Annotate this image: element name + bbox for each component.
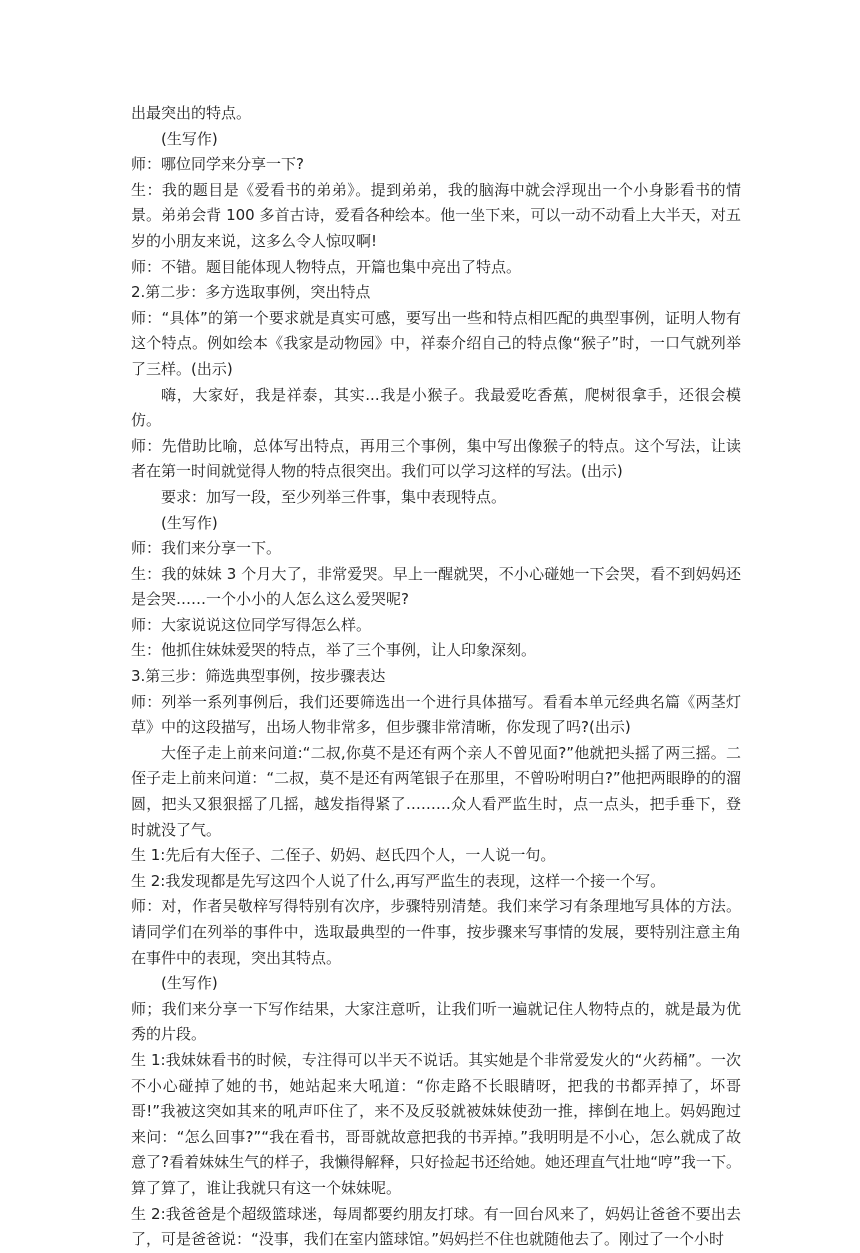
- paragraph: (生写作): [161, 129, 218, 148]
- paragraph: 师：对，作者吴敬梓写得特别有次序，步骤特别清楚。我们来学习有条理地写具体的方法。请同学们在列举的事件中，选取最典型的一件事，按步骤来写事情的发展，要特别注意主角在事件中的表现，突出其特点。: [131, 897, 741, 967]
- paragraph: 生 2:我发现都是先写这四个人说了什么,再写严监生的表现，这样一个接一个写。: [131, 871, 666, 890]
- paragraph: 生：我的妹妹 3 个月大了，非常爱哭。早上一醒就哭，不小心碰她一下会哭，看不到妈妈还是会哭……一个小小的人怎么这么爱哭呢?: [131, 564, 741, 609]
- paragraph: 要求：加写一段，至少列举三件事，集中表现特点。: [161, 487, 507, 506]
- paragraph: 师：不错。题目能体现人物特点，开篇也集中亮出了特点。: [131, 257, 522, 276]
- section-heading: 2.第二步：多方选取事例，突出特点: [131, 283, 371, 302]
- quoted-excerpt: 大侄子走上前来问道:“二叔,你莫不是还有两个亲人不曾见面?”他就把头摇了两三摇。二侄子走上前来问道：“二叔，莫不是还有两笔银子在那里，不曾吩咐明白?”他把两眼睁的的溜圆，把头又狠狠摇了几摇，越发指得紧了………众人看严监生时，点一点头，把手垂下，登时就没了气。: [131, 743, 741, 839]
- paragraph: 师：我们来分享一下。: [131, 539, 282, 558]
- paragraph: 生 1:先后有大侄子、二侄子、奶妈、赵氏四个人，一人说一句。: [131, 846, 556, 865]
- paragraph: 生 1:我妹妹看书的时候，专注得可以半天不说话。其实她是个非常爱发火的“火药桶”。一次不小心碰掉了她的书，她站起来大吼道：“你走路不长眼睛呀，把我的书都弄掉了，坏哥哥!”我被这突如其来的吼声吓住了，来不及反驳就被妹妹使劲一推，摔倒在地上。妈妈跑过来问：“怎么回事?”“我在看书，哥哥就故意把我的书弄掉。”我明明是不小心，怎么就成了故意了?看着妹妹生气的样子，我懒得解释，只好捡起书还给她。她还理直气壮地“哼”我一下。算了算了，谁让我就只有这一个妹妹呢。: [131, 1050, 741, 1197]
- section-heading: 3.第三步：筛选典型事例，按步骤表达: [131, 667, 386, 686]
- paragraph: 生：我的题目是《爱看书的弟弟》。提到弟弟，我的脑海中就会浮现出一个小身影看书的情景。弟弟会背 100 多首古诗，爱看各种绘本。他一坐下来，可以一动不动看上大半天，对五岁的小朋友来说，这多么令人惊叹啊!: [131, 180, 741, 250]
- paragraph: 师：先借助比喻，总体写出特点，再用三个事例，集中写出像猴子的特点。这个写法，让读者在第一时间就觉得人物的特点很突出。我们可以学习这样的写法。(出示): [131, 436, 741, 481]
- paragraph: 生 2:我爸爸是个超级篮球迷，每周都要约朋友打球。有一回台风来了，妈妈让爸爸不要出去了，可是爸爸说：“没事，我们在室内篮球馆。”妈妈拦不住也就随他去了。刚过了一个小时: [131, 1204, 741, 1249]
- paragraph: 出最突出的特点。: [131, 104, 252, 122]
- paragraph: 师：大家说说这位同学写得怎么样。: [131, 615, 372, 634]
- document-page: [131, 101, 741, 1253]
- paragraph: (生写作): [161, 974, 218, 993]
- paragraph: 师；我们来分享一下写作结果，大家注意听，让我们听一遍就记住人物特点的，就是最为优秀的片段。: [131, 999, 741, 1044]
- paragraph: 师：哪位同学来分享一下?: [131, 155, 304, 174]
- paragraph: 师：列举一系列事例后，我们还要筛选出一个进行具体描写。看看本单元经典名篇《两茎灯草》中的这段描写，出场人物非常多，但步骤非常清晰，你发现了吗?(出示): [131, 692, 741, 737]
- quoted-excerpt: 嗨，大家好，我是祥泰，其实...我是小猴子。我最爱吃香蕉，爬树很拿手，还很会模仿。: [131, 385, 741, 430]
- paragraph: (生写作): [161, 513, 218, 532]
- paragraph: 师：“具体”的第一个要求就是真实可感，要写出一些和特点相匹配的典型事例，证明人物有这个特点。例如绘本《我家是动物园》中，祥泰介绍自己的特点像“猴子”时，一口气就列举了三样。(出示): [131, 308, 741, 378]
- paragraph: 生：他抓住妹妹爱哭的特点，举了三个事例，让人印象深刻。: [131, 641, 537, 660]
